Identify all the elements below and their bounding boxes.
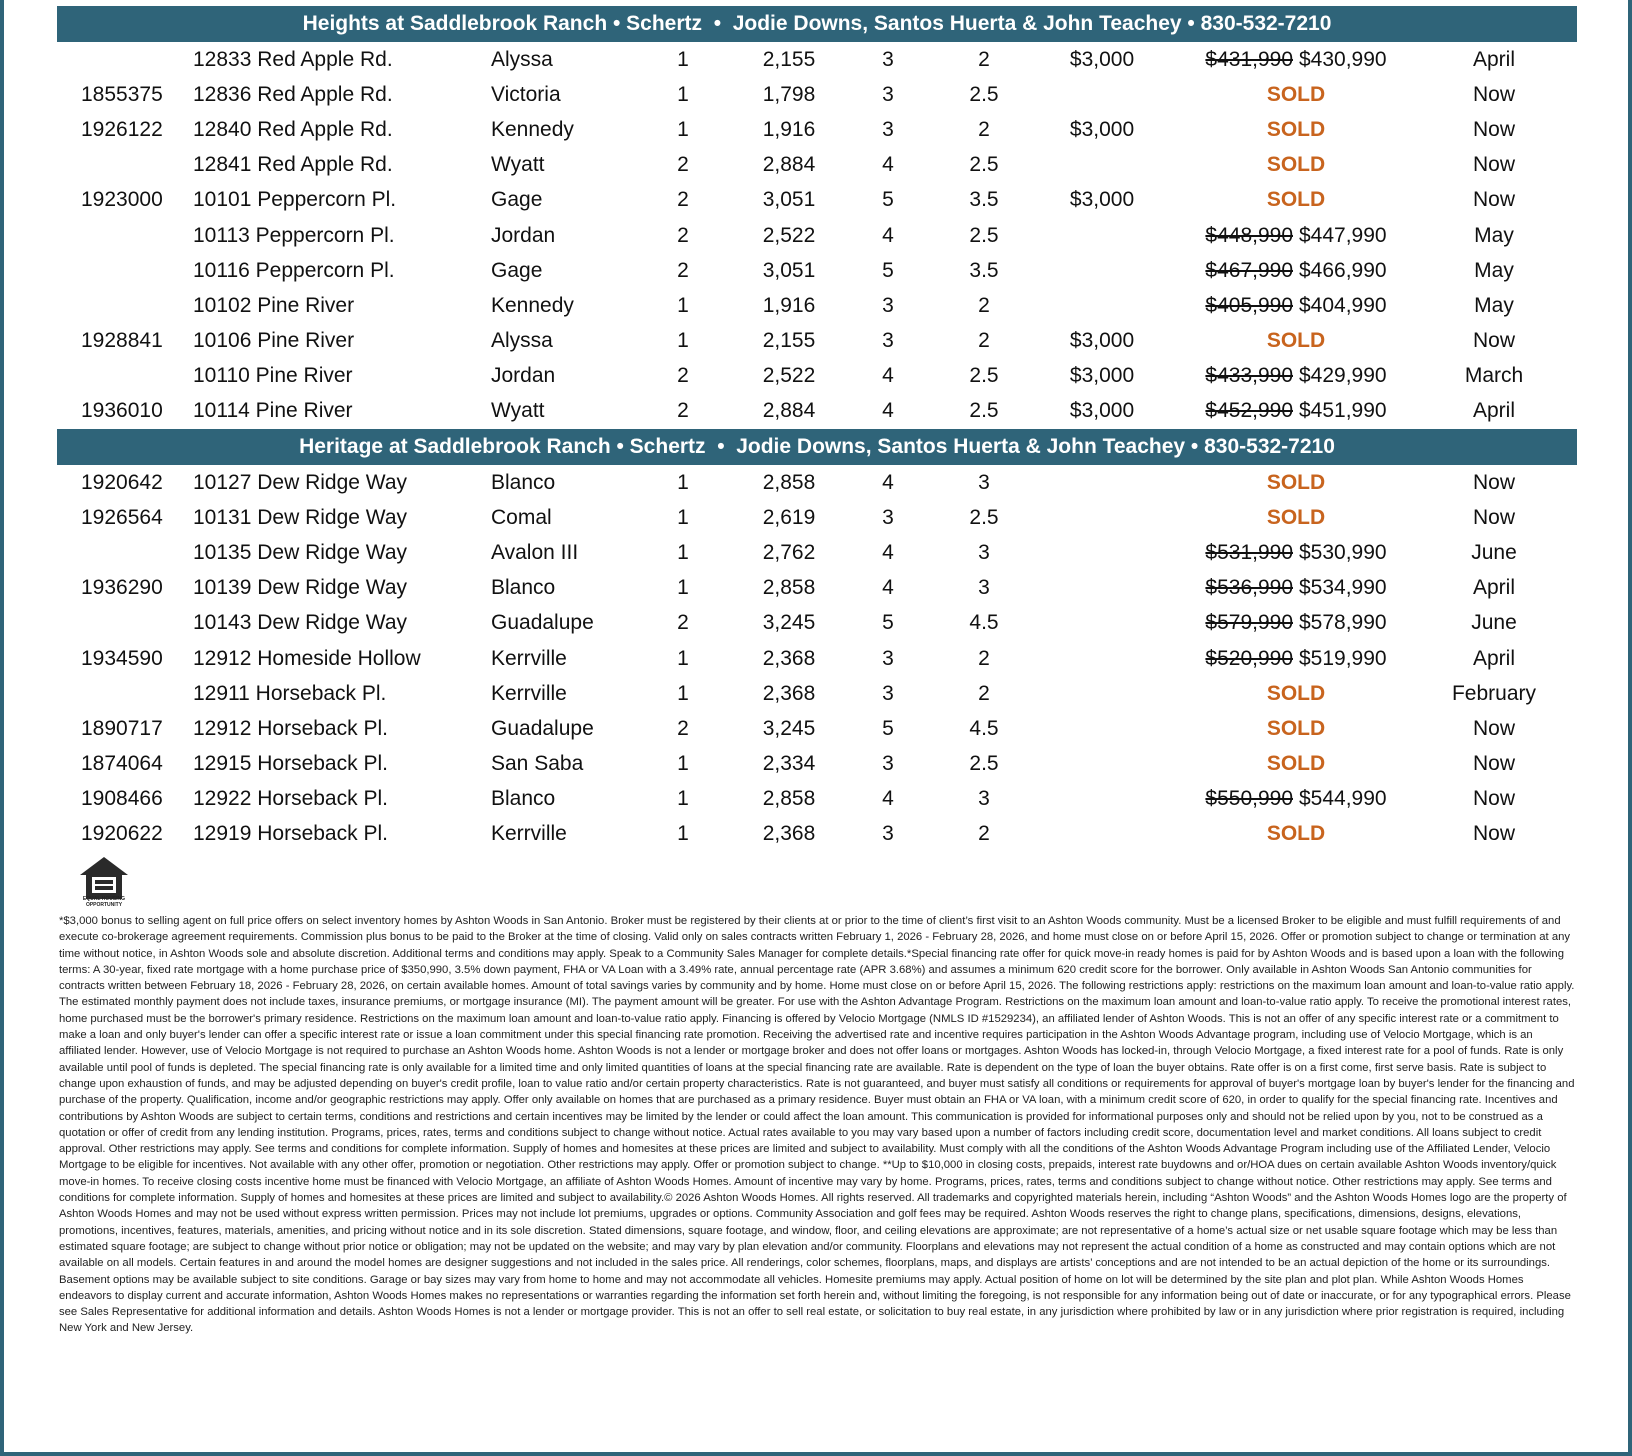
- table-row: 12841 Red Apple Rd. Wyatt 2 2,884 4 2.5 SOLD Now: [193, 153, 1516, 177]
- address: 12922 Horseback Pl.: [193, 786, 388, 810]
- address: 10102 Pine River: [193, 293, 355, 317]
- table-row: 1926564 10131 Dew Ridge Way Comal 1 2,619 3 2.5 SOLD Now: [81, 506, 1516, 530]
- address: 10131 Dew Ridge Way: [193, 506, 407, 530]
- plan-name: Jordan: [491, 363, 556, 387]
- table-row: 1936290 10139 Dew Ridge Way Blanco 1 2,858 4 3 $536,990 $534,990 April: [81, 576, 1516, 600]
- address: 10106 Pine River: [193, 328, 355, 352]
- plan-name: Kennedy: [491, 293, 574, 317]
- listing-id: 1928841: [81, 328, 163, 352]
- sold-label: SOLD: [1266, 188, 1326, 212]
- listing-id: 1926122: [81, 118, 163, 142]
- current-price: $534,990: [1299, 576, 1387, 600]
- listing-id: 1926564: [81, 506, 163, 530]
- table-row: 10143 Dew Ridge Way Guadalupe 2 3,245 5 4.5 $579,990 $578,990 June: [193, 611, 1517, 635]
- listing-id: 1855375: [81, 83, 163, 107]
- plan-name: Kennedy: [491, 118, 574, 142]
- plan-name: Kerrville: [491, 681, 567, 705]
- current-price: $466,990: [1299, 258, 1387, 282]
- sold-label: SOLD: [1266, 822, 1326, 845]
- address: 12911 Horseback Pl.: [193, 681, 387, 705]
- table-row: 10135 Dew Ridge Way Avalon III 1 2,762 4 3 $531,990 $530,990 June: [193, 541, 1517, 565]
- address: 12833 Red Apple Rd.: [193, 48, 393, 71]
- address: 10110 Pine River: [193, 363, 353, 387]
- address: 10101 Peppercorn Pl.: [193, 188, 397, 212]
- address: 10139 Dew Ridge Way: [193, 576, 407, 600]
- section-header: Heritage at Saddlebrook Ranch • Schertz • Jodie Downs, Santos Huerta & John Teachey • 830-532-7210: [57, 429, 1577, 465]
- plan-name: Kerrville: [491, 646, 567, 670]
- listing-id: 1934590: [81, 646, 163, 670]
- plan-name: Blanco: [491, 786, 556, 810]
- table-row: 10116 Peppercorn Pl. Gage 2 3,051 5 3.5 $467,990 $466,990 May: [193, 258, 1514, 282]
- original-price: $433,990: [1205, 363, 1293, 387]
- address: 12912 Horseback Pl.: [193, 716, 388, 740]
- section-header: Heights at Saddlebrook Ranch • Schertz • Jodie Downs, Santos Huerta & John Teachey • 830-532-7210: [57, 6, 1577, 42]
- current-price: $430,990: [1299, 48, 1387, 71]
- current-price: $530,990: [1299, 541, 1387, 565]
- plan-name: Guadalupe: [491, 611, 594, 635]
- original-price: $452,990: [1205, 399, 1293, 422]
- original-price: $550,990: [1205, 786, 1293, 810]
- sold-label: SOLD: [1266, 153, 1326, 177]
- listing-id: 1874064: [81, 751, 163, 775]
- table-row: 10102 Pine River Kennedy 1 1,916 3 2 $405,990 $404,990 May: [193, 293, 1514, 317]
- table-row: 1908466 12922 Horseback Pl. Blanco 1 2,858 4 3 $550,990 $544,990 Now: [81, 786, 1516, 810]
- address: 12919 Horseback Pl.: [193, 822, 388, 845]
- plan-name: Kerrville: [491, 822, 567, 845]
- address: 10135 Dew Ridge Way: [193, 541, 407, 565]
- table-row: 1855375 12836 Red Apple Rd. Victoria 1 1,798 3 2.5 SOLD Now: [81, 83, 1516, 107]
- sold-label: SOLD: [1266, 328, 1326, 352]
- plan-name: Comal: [491, 506, 552, 530]
- plan-name: Alyssa: [491, 48, 553, 71]
- sold-label: SOLD: [1266, 83, 1326, 107]
- listing-id: 1920622: [81, 822, 163, 845]
- original-price: $405,990: [1205, 293, 1293, 317]
- address: 10116 Peppercorn Pl.: [193, 258, 395, 282]
- listing-id: 1890717: [81, 716, 163, 740]
- address: 10127 Dew Ridge Way: [193, 471, 407, 494]
- plan-name: Avalon III: [491, 541, 579, 565]
- plan-name: Guadalupe: [491, 716, 594, 740]
- legal-disclaimer: *$3,000 bonus to selling agent on full price offers on select inventory homes by Ashton Woods in San Antonio. Broker must be registered by their clients at or prior to the time of client’s first visit to an Ashton Woods community. Must be a licensed Broker to be eligible and must fulfill requirements of and execute co-brokerage agreement requirements. Commission plus bonus to be paid to the Broker at the time of closing. Valid only on sales contracts written February 1, 2026 - February 28, 2026, and home must close on or before April 15, 2026. Offer or promotion subject to change or termination at any time without notice, in Ashton Woods sole and absolute discretion. Additional terms and conditions may apply. Speak to a Community Sales Manager for complete details.*Special financing rate offer for quick move-in ready homes is paid for by Ashton Woods and is based upon a loan with the following terms: A 30-year, fixed rate mortgage with a home purchase price of $350,990, 3.5% down payment, FHA or VA Loan with a 3.49% rate, annual percentage rate (APR 3.68%) and assumes a minimum 620 credit score for the borrower. Only available in Ashton Woods San Antonio communities for contracts written between February 18, 2026 - February 28, 2026, on certain available homes. Amount of total savings varies by community and by home. Home must close on or before April 15, 2026. The following restrictions apply: restrictions on the maximum loan amount and loan-to-value ratio apply. The estimated monthly payment does not include taxes, insurance premiums, or mortgage insurance (MI). The payment amount will be greater. For use with the Ashton Advantage Program. Restrictions on the maximum loan amount and loan-to-value ratio apply. To receive the promotional interest rates, home purchased must be the borrower's primary residence. Restrictions on the maximum loan amount and loan-to-value ratio apply. Financing is offered by Velocio Mortgage (NMLS ID #1529234), an affiliated lender of Ashton Woods. This is not an offer of any specific interest rate or a commitment to make a loan and only buyer's lender can offer a specific interest rate or issue a loan commitment under this special financing rate promotion. Receiving the advertised rate and incentive requires participation in the Ashton Woods Advantage program, including use of Velocio Mortgage, which is an affiliated lender. However, use of Velocio Mortgage is not required to purchase an Ashton Woods home. Ashton Woods is not a lender or mortgage broker and does not offer loans or mortgages. Ashton Woods has locked-in, through Velocio Mortgage, a fixed interest rate for a pool of funds. Rate is only available until pool of funds is depleted. The special financing rate is only available for a limited time and only limited quantities of loans at the special financing rate are available. Rate is dependent on the type of loan the buyer obtains. Rate offer is on a first come, first serve basis. Rate is subject to change upon exhaustion of funds, and may be adjusted depending on buyer's credit profile, loan to value ratio and/or certain property characteristics. Rate is not guaranteed, and buyer must satisfy all conditions or requirements for approval of buyer's mortgage loan by buyer's lender for the financing and purchase of the property. Qualification, income and/or geographic restrictions may apply. Offer only available on homes that are purchased as a primary residence. Buyer must obtain an FHA or VA loan, with a minimum credit score of 620, in order to qualify for the special financing rate. Incentives and contributions by Ashton Woods are subject to certain terms, conditions and restrictions and certain incentives may be limited by the lender or could affect the loan amount. This communication is provided for informational purposes only and should not be relied upon by you, not to be construed as a quotation or offer of credit from any lending institution. Programs, prices, rates, terms and conditions subject to change without notice. Actual rates available to you may vary based upon a number of factors including credit score, documentation level and market conditions. All loans subject to credit approval. Other restrictions may apply. See terms and conditions for complete information. Supply of homes and homesites at these prices are limited and subject to availability. Must comply with all the conditions of the Ashton Woods Advantage Program including use of the Affiliated Lender, Velocio Mortgage to be eligible for incentives. Not available with any other offer, promotion or negotiation. Other restrictions may apply. Offer or promotion subject to change. **Up to $10,000 in closing costs, prepaids, interest rate buydowns and or/HOA dues on certain available Ashton Woods inventory/quick move-in homes. To receive closing costs incentive home must be financed with Velocio Mortgage, an affiliate of Ashton Woods Homes. Amount of incentive may vary by home. Programs, prices, rates, terms and conditions subject to change without notice. Other restrictions may apply. See terms and conditions for complete information. Supply of homes and homesites at these prices are limited and subject to availability.© 2026 Ashton Woods Homes. All rights reserved. All trademarks and copyrighted materials herein, including “Ashton Woods” and the Ashton Woods Homes logo are the property of Ashton Woods Homes and may not be used without express written permission. Prices may not include lot premiums, upgrades or options. Community Association and golf fees may be required. Ashton Woods reserves the right to change plans, specifications, dimensions, designs, elevations, promotions, incentives, features, materials, amenities, and pricing without notice and in its sole discretion. Stated dimensions, square footage, and window, floor, and ceiling elevations are approximate; are not representative of a home’s actual size or net usable square footage which may be less than estimated square footage; are subject to change without prior notice or obligation; may not be updated on the website; and may vary by plan elevation and/or community. Floorplans and elevations may not represent the actual condition of a home as constructed and may contain options which are not available on all models. Certain features in and around the model homes are designer suggestions and not included in the sales price. All renderings, color schemes, floorplans, maps, and displays are artists’ conceptions and are not intended to be an actual depiction of the home or its surroundings. Basement options may be available subject to site conditions. Garage or bay sizes may vary from home to home and may not accommodate all vehicles. Homesite premiums may apply. Actual position of home on lot will be determined by the site plan and plot plan. While Ashton Woods Homes endeavors to display current and accurate information, Ashton Woods Homes makes no representations or warranties regarding the information set forth herein and, without limiting the foregoing, is not responsible for any information being out of date or inaccurate, or for any typographical errors. Please see Sales Representative for additional information and details. Ashton Woods Homes is not a lender or mortgage provider. This is not an offer to sell real estate, or solicitation to buy real estate, in any jurisdiction where prohibited by law or in any jurisdiction where prior registration is required, including New York and New Jersey.: [59, 915, 1575, 1335]
- current-price: $578,990: [1299, 611, 1387, 635]
- table-row: 1890717 12912 Horseback Pl. Guadalupe 2 3,245 5 4.5 SOLD Now: [81, 716, 1516, 740]
- current-price: $544,990: [1299, 786, 1387, 810]
- current-price: $404,990: [1299, 293, 1387, 317]
- address: 12915 Horseback Pl.: [193, 751, 388, 775]
- address: 12840 Red Apple Rd.: [193, 118, 393, 142]
- table-row: 10113 Peppercorn Pl. Jordan 2 2,522 4 2.5 $448,990 $447,990 May: [193, 223, 1514, 247]
- original-price: $467,990: [1205, 258, 1293, 282]
- original-price: $431,990: [1205, 48, 1293, 71]
- table-row: 12833 Red Apple Rd. Alyssa 1 2,155 3 2 $3,000 $431,990 $430,990 April: [193, 48, 1516, 71]
- address: 12836 Red Apple Rd.: [193, 83, 393, 107]
- table-row: 10110 Pine River Jordan 2 2,522 4 2.5 $3,000 $433,990 $429,990 March: [193, 363, 1524, 387]
- listing-id: 1908466: [81, 786, 163, 810]
- table-row: 1920642 10127 Dew Ridge Way Blanco 1 2,858 4 3 SOLD Now: [81, 471, 1516, 494]
- table-row: 1928841 10106 Pine River Alyssa 1 2,155 3 2 $3,000 SOLD Now: [81, 328, 1516, 352]
- original-price: $531,990: [1205, 541, 1293, 565]
- listing-id: 1936290: [81, 576, 163, 600]
- table-row: 1934590 12912 Homeside Hollow Kerrville 1 2,368 3 2 $520,990 $519,990 April: [81, 646, 1516, 670]
- table-row: 1874064 12915 Horseback Pl. San Saba 1 2,334 3 2.5 SOLD Now: [81, 751, 1516, 775]
- address: 10114 Pine River: [193, 399, 353, 422]
- sold-label: SOLD: [1266, 506, 1326, 530]
- original-price: $520,990: [1205, 646, 1293, 670]
- current-price: $519,990: [1299, 646, 1387, 670]
- sold-label: SOLD: [1266, 751, 1326, 775]
- table-row: 1920622 12919 Horseback Pl. Kerrville 1 2,368 3 2 SOLD Now: [81, 822, 1516, 845]
- table-row: 12911 Horseback Pl. Kerrville 1 2,368 3 2 SOLD February: [193, 681, 1537, 705]
- current-price: $429,990: [1299, 363, 1387, 387]
- listing-id: 1923000: [81, 188, 163, 212]
- plan-name: Wyatt: [491, 153, 545, 177]
- current-price: $447,990: [1299, 223, 1387, 247]
- address: 12912 Homeside Hollow: [193, 646, 421, 670]
- listing-id: 1936010: [81, 399, 163, 422]
- sold-label: SOLD: [1266, 681, 1326, 705]
- plan-name: Alyssa: [491, 328, 553, 352]
- plan-name: Victoria: [491, 83, 561, 107]
- plan-name: San Saba: [491, 751, 584, 775]
- plan-name: Wyatt: [491, 399, 545, 422]
- plan-name: Gage: [491, 188, 543, 212]
- plan-name: Jordan: [491, 223, 556, 247]
- plan-name: Blanco: [491, 471, 556, 494]
- original-price: $579,990: [1205, 611, 1293, 635]
- equal-housing-text: EQUAL HOUSING OPPORTUNITY: [82, 896, 126, 908]
- sold-label: SOLD: [1266, 118, 1326, 142]
- sold-label: SOLD: [1266, 716, 1326, 740]
- listing-id: 1920642: [81, 471, 163, 494]
- address: 10143 Dew Ridge Way: [193, 611, 407, 635]
- original-price: $448,990: [1205, 223, 1293, 247]
- original-price: $536,990: [1205, 576, 1293, 600]
- address: 10113 Peppercorn Pl.: [193, 223, 395, 247]
- plan-name: Gage: [491, 258, 543, 282]
- plan-name: Blanco: [491, 576, 556, 600]
- sold-label: SOLD: [1266, 471, 1326, 494]
- table-row: 1926122 12840 Red Apple Rd. Kennedy 1 1,916 3 2 $3,000 SOLD Now: [81, 118, 1516, 142]
- current-price: $451,990: [1299, 399, 1387, 422]
- address: 12841 Red Apple Rd.: [193, 153, 393, 177]
- table-row: 1923000 10101 Peppercorn Pl. Gage 2 3,051 5 3.5 $3,000 SOLD Now: [81, 188, 1516, 212]
- table-row: 1936010 10114 Pine River Wyatt 2 2,884 4 2.5 $3,000 $452,990 $451,990 April: [81, 399, 1516, 422]
